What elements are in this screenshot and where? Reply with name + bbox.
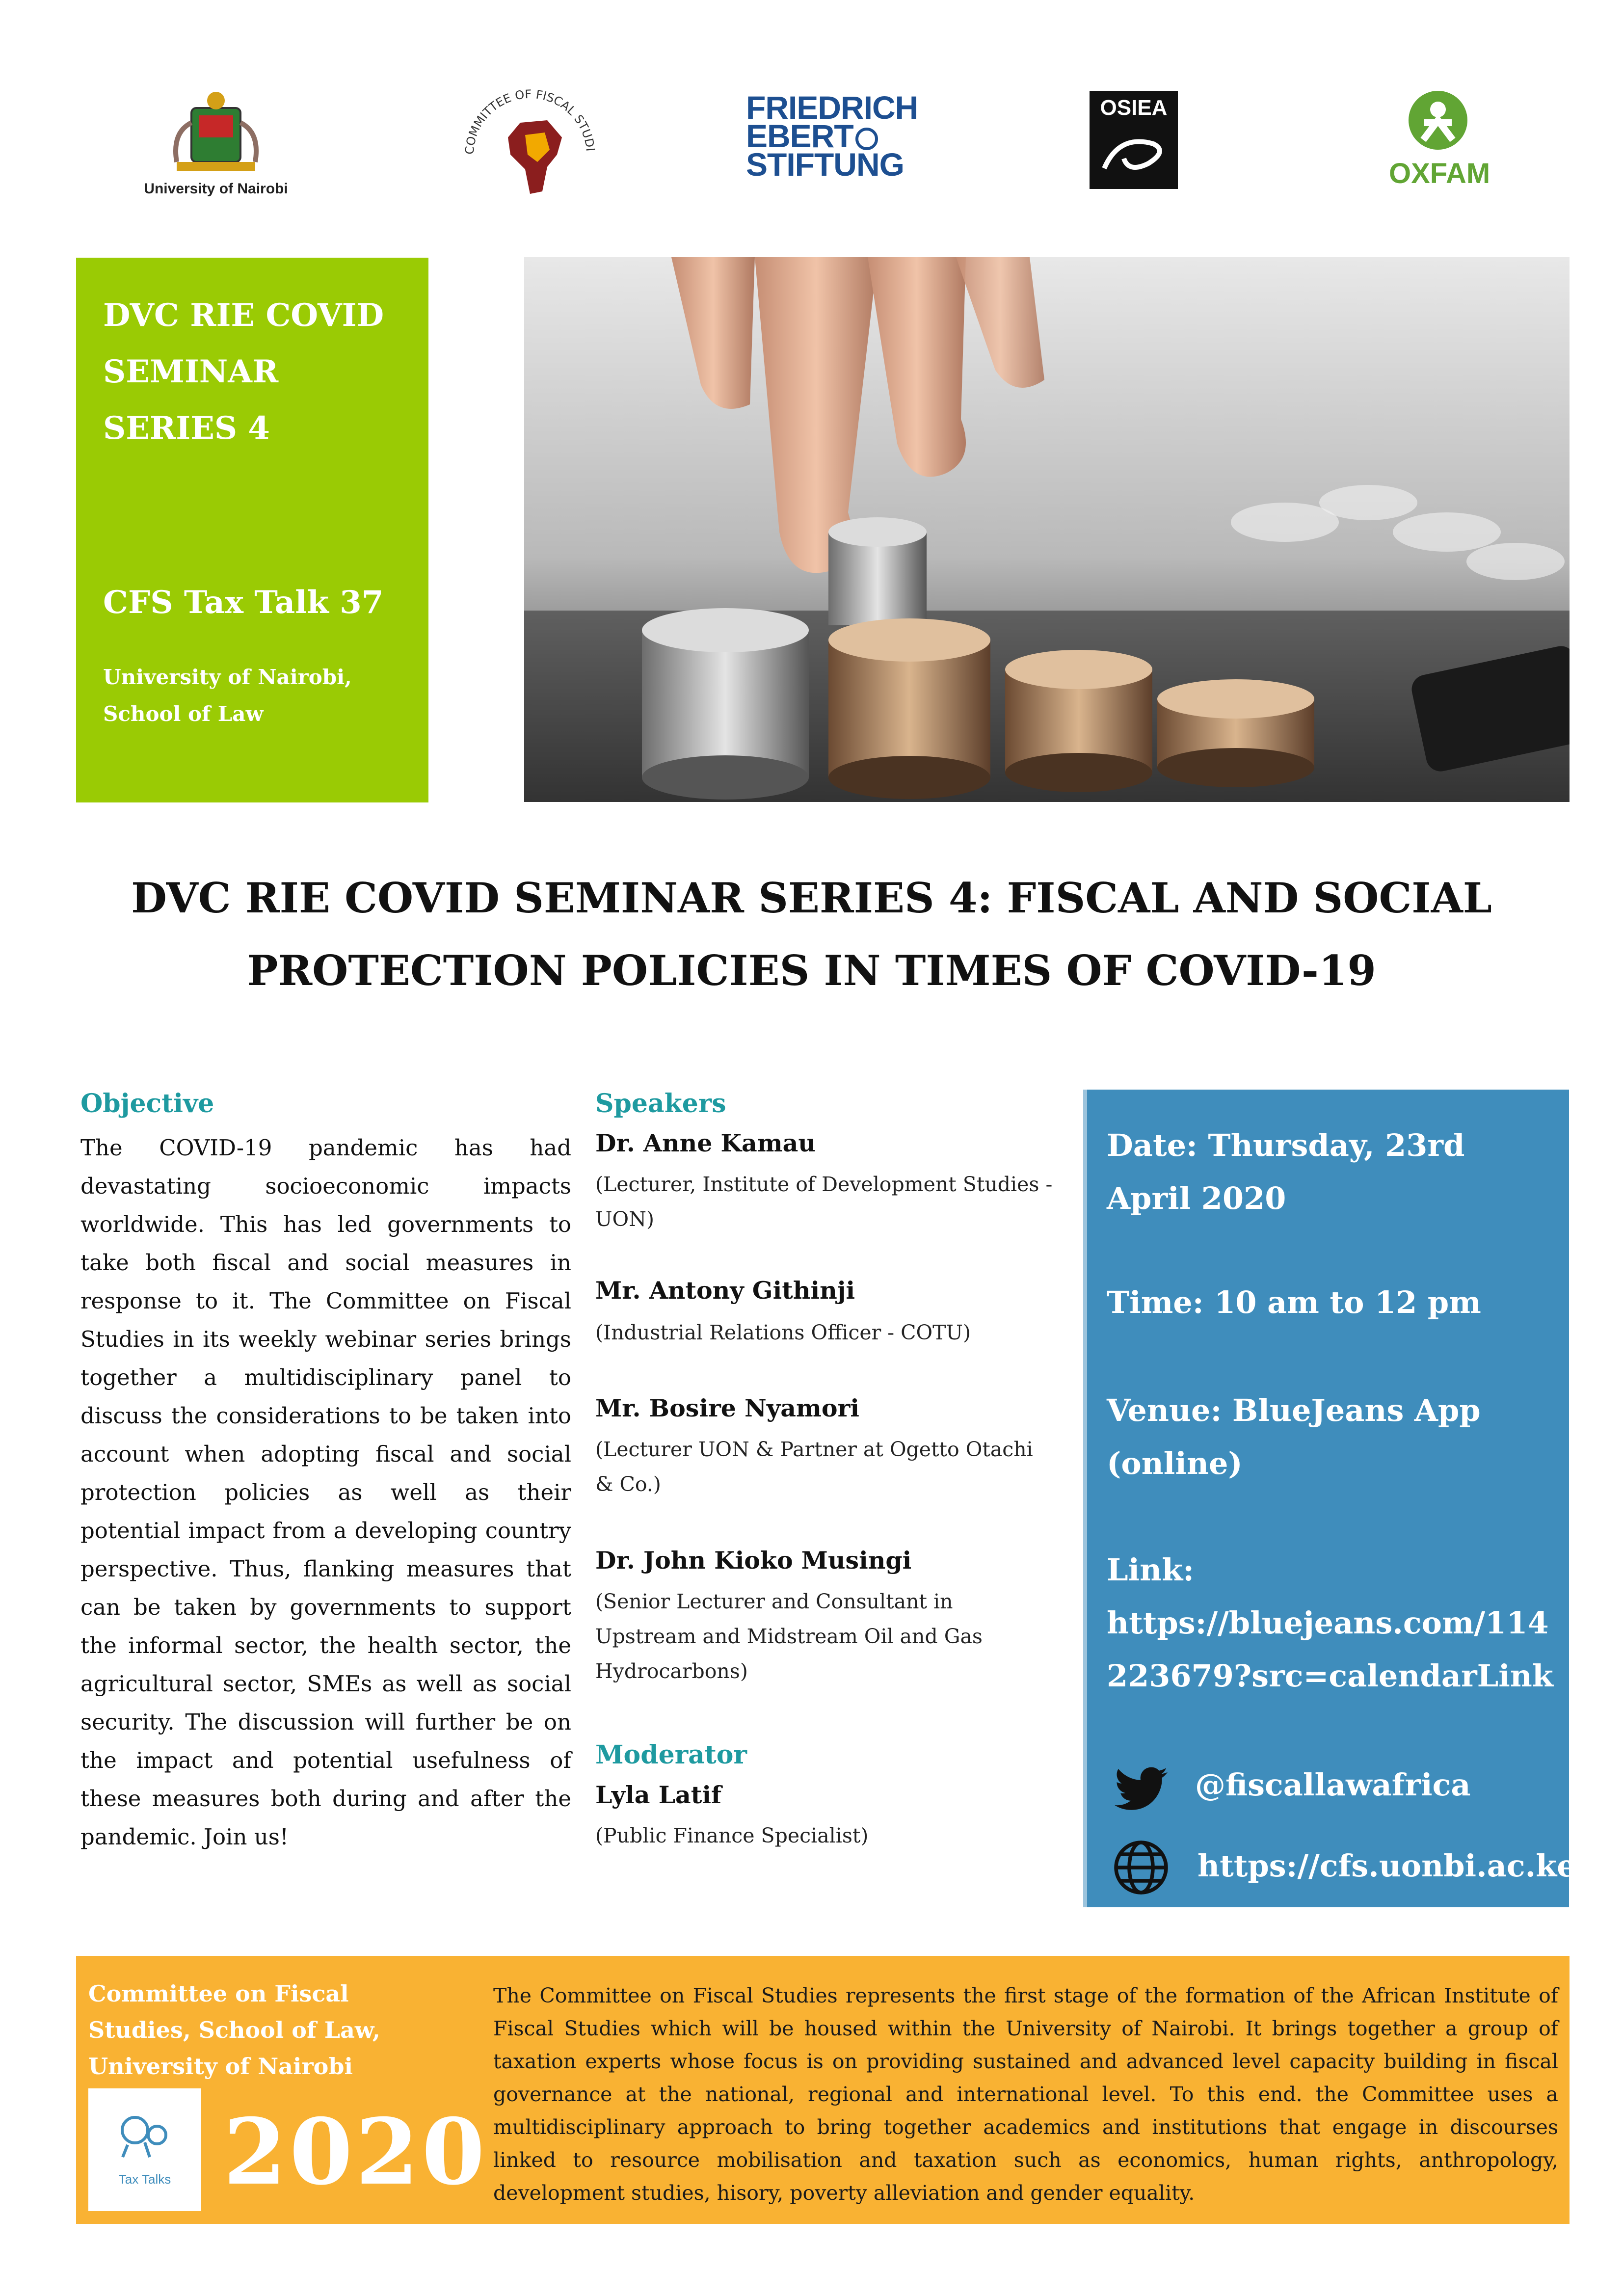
oxfam-logo	[1389, 86, 1490, 194]
speaker-3-name: Mr. Bosire Nyamori	[595, 1394, 859, 1422]
moderator-role: (Public Finance Specialist)	[595, 1824, 869, 1847]
event-link[interactable]: https://bluejeans.com/114223679?src=calendarLink	[1107, 1605, 1553, 1694]
cfs-africa-ring-icon	[447, 81, 613, 209]
tax-talks-icon	[88, 2088, 201, 2172]
fes-logo	[746, 89, 918, 191]
page-title-line-2: PROTECTION POLICIES IN TIMES OF COVID-19	[247, 946, 1376, 995]
objective-text: The COVID-19 pandemic has had devastating socioeconomic impacts worldwide. This has led governments to take both fiscal and social measures in response to it. The Committee on Fiscal Studies in its weekly webinar series brings together a multidisciplinary panel to discuss the considerations to be taken into account when adopting fiscal and social protection policies as well as their potential impact from a developing country perspective. Thus, flanking measures that can be taken by governments to support the informal sector, the health sector, the agricultural sector, SMEs as well as social security. The discussion will further be on the impact and potential usefulness of these measures both during and after the pandemic. Join us!	[80, 1135, 571, 1850]
osiea-logo-label: OSIEA	[1100, 96, 1168, 120]
speaker-2-name: Mr. Antony Githinji	[595, 1276, 855, 1305]
cfs-logo	[447, 81, 613, 209]
event-time: Time: 10 am to 12 pm	[1107, 1284, 1481, 1320]
host-line-1: University of Nairobi,	[103, 665, 352, 689]
series-line-2: SEMINAR	[103, 353, 279, 390]
osiea-logo	[1090, 91, 1178, 189]
host-line-2: School of Law	[103, 702, 264, 726]
footer-about-text: The Committee on Fiscal Studies represents the first stage of the formation of the African Institute of Fiscal Studies which will be housed within the University of Nairobi. It brings together a group of taxation experts whose focus is on providing sustained and advanced level capacity building in fiscal governance at the national, regional and international level. To this end. the Committee uses a multidisciplinary approach to bring together academics and institutions that engage in discourses linked to resource mobilisation and taxation such as economics, human rights, anthropology, development studies, hisory, poverty alleviation and gender equality.	[493, 1984, 1558, 2205]
speaker-4-name: Dr. John Kioko Musingi	[595, 1546, 912, 1575]
oxfam-logo-label: OXFAM	[1389, 158, 1490, 189]
uon-logo	[133, 88, 299, 211]
coin-stacks-image	[524, 257, 1570, 802]
fes-logo-line1: FRIEDRICH	[746, 89, 918, 126]
footer-org-name: Committee on Fiscal Studies, School of Law, University of Nairobi	[88, 1980, 380, 2080]
speaker-1-role: (Lecturer, Institute of Development Studies - UON)	[595, 1173, 1053, 1231]
osiea-swirl-icon	[1090, 124, 1178, 188]
moderator-name: Lyla Latif	[595, 1781, 722, 1809]
website-link[interactable]: https://cfs.uonbi.ac.ke/	[1197, 1848, 1588, 1884]
moderator-heading: Moderator	[595, 1740, 747, 1770]
footer-panel	[76, 1956, 1570, 2224]
tax-talks-badge	[88, 2088, 201, 2211]
series-line-1: DVC RIE COVID	[103, 297, 384, 334]
twitter-icon[interactable]	[1114, 1767, 1168, 1811]
speaker-2-role: (Industrial Relations Officer - COTU)	[595, 1321, 971, 1344]
event-venue: Venue: BlueJeans App (online)	[1107, 1392, 1481, 1481]
event-date: Date: Thursday, 23rd April 2020	[1107, 1127, 1465, 1216]
twitter-handle[interactable]: @fiscallawafrica	[1195, 1767, 1471, 1803]
fes-logo-line2: EBERT	[746, 122, 908, 150]
event-details-box	[1083, 1090, 1588, 1907]
uon-crest-icon	[133, 88, 299, 177]
series-line-3: SERIES 4	[103, 410, 270, 447]
uon-logo-label: University of Nairobi	[144, 181, 288, 197]
page-title-line-1: DVC RIE COVID SEMINAR SERIES 4: FISCAL AND SOCIAL	[131, 874, 1492, 922]
speaker-1-name: Dr. Anne Kamau	[595, 1129, 816, 1157]
footer-year: 2020	[223, 2098, 488, 2205]
fes-logo-line3: STIFTUNG	[746, 146, 904, 183]
series-info-box	[76, 258, 428, 802]
cfs-ring-text: COMMITTEE OF FISCAL STUDI	[462, 87, 597, 155]
speaker-4-role: (Senior Lecturer and Consultant in Upstream and Midstream Oil and Gas Hydrocarbons)	[595, 1590, 983, 1683]
coins-photo	[524, 257, 1570, 802]
speaker-3-role: (Lecturer UON & Partner at Ogetto Otachi & Co.)	[595, 1438, 1033, 1496]
tax-talk-label: CFS Tax Talk 37	[103, 584, 384, 621]
globe-icon[interactable]	[1112, 1838, 1171, 1897]
tax-talks-badge-label: Tax Talks	[118, 2172, 171, 2187]
speakers-heading: Speakers	[595, 1089, 726, 1119]
oxfam-circle-icon	[1389, 86, 1487, 155]
objective-heading: Objective	[80, 1089, 214, 1119]
event-link-label: Link:	[1107, 1552, 1195, 1588]
